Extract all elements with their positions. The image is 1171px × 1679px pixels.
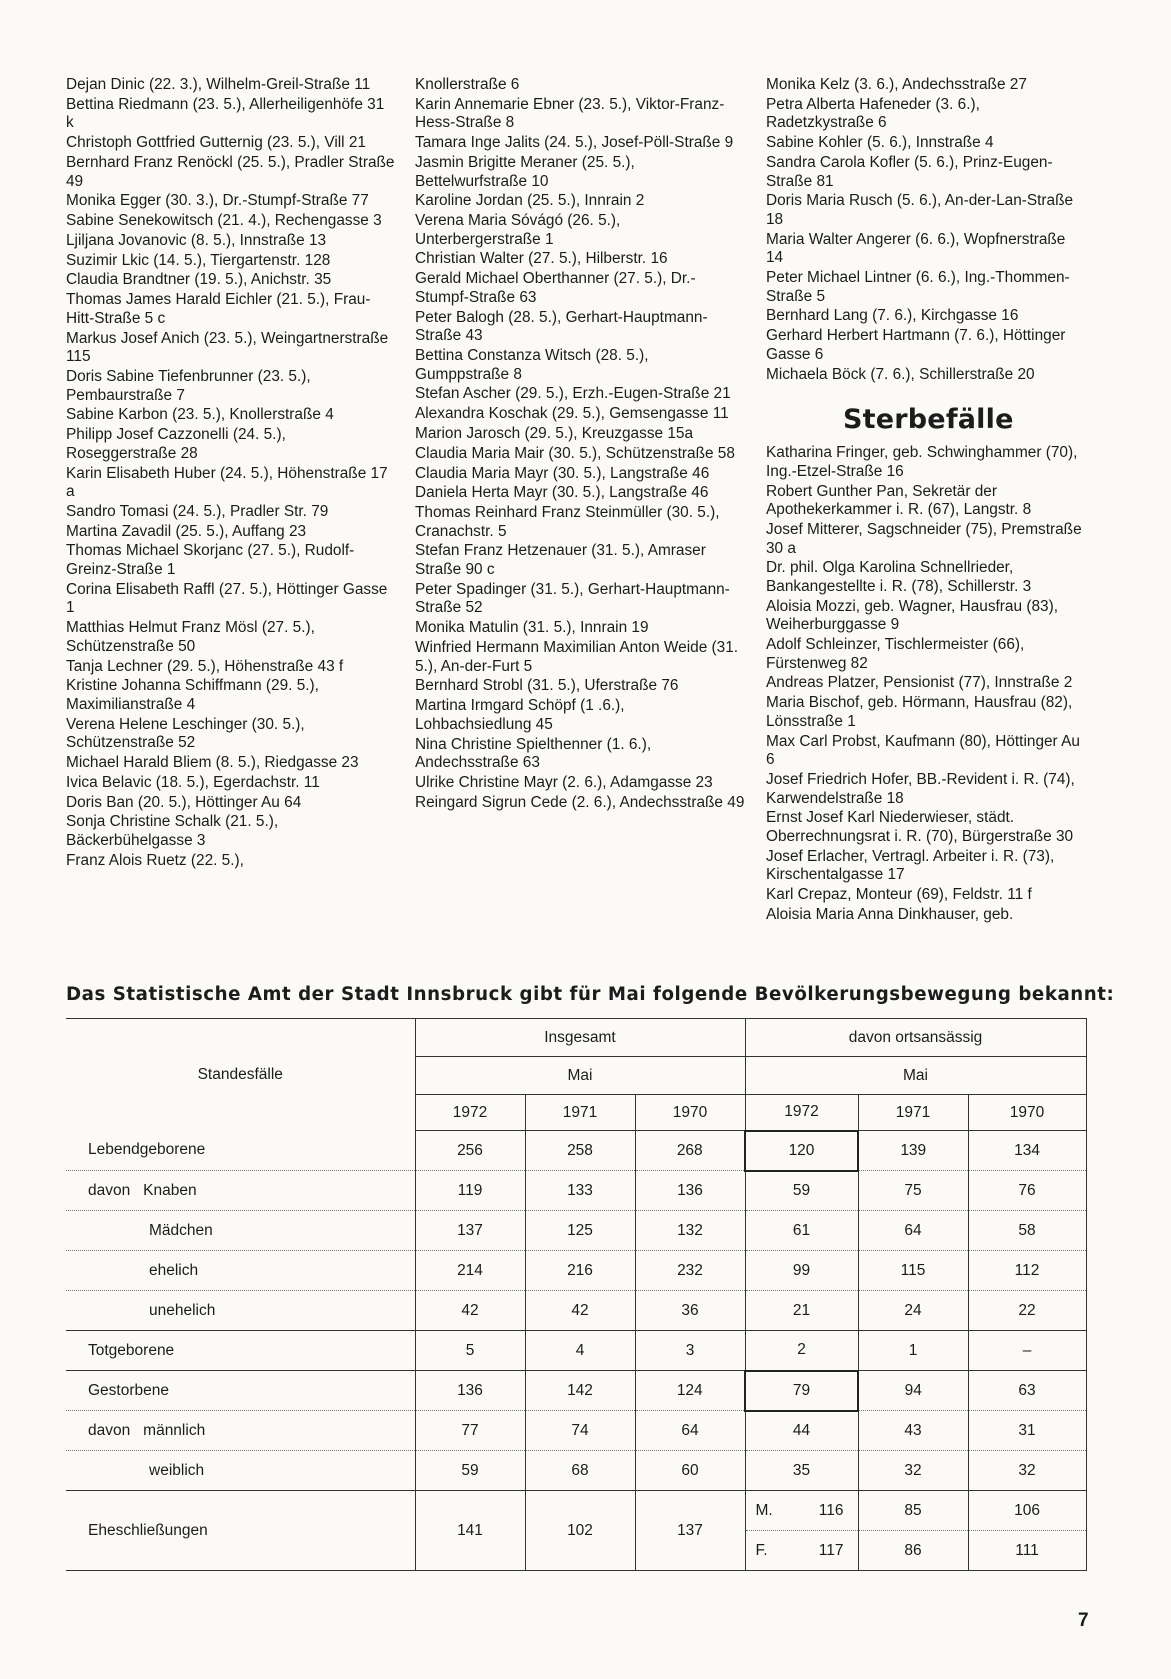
list-entry: Peter Michael Lintner (6. 6.), Ing.-Thommen-Straße 5 — [766, 269, 1070, 305]
cell: 31 — [968, 1411, 1086, 1451]
list-entry: Karl Crepaz, Monteur (69), Feldstr. 11 f — [766, 886, 1032, 904]
cell: 216 — [525, 1251, 635, 1291]
row-unehelich — [66, 1291, 1086, 1331]
row-gestorbene — [66, 1371, 1086, 1411]
cell: 85 — [858, 1491, 968, 1531]
cell: 44 — [745, 1411, 858, 1451]
list-entry: Bernhard Franz Renöckl (25. 5.), Pradler Straße 49 — [66, 153, 395, 190]
cell: 268 — [635, 1131, 745, 1171]
list-entry: Petra Alberta Hafeneder (3. 6.), Radetzkystraße 6 — [766, 95, 980, 132]
section-heading-sterbefaelle: Sterbefälle — [843, 404, 1014, 436]
births-continued — [766, 76, 1084, 384]
list-entry: Gerald Michael Oberthanner (27. 5.), Dr.-Stumpf-Straße 63 — [415, 270, 696, 306]
list-entry: Doris Ban (20. 5.), Höttinger Au 64 — [66, 793, 302, 811]
cell: 68 — [525, 1451, 635, 1491]
list-entry: Stefan Ascher (29. 5.), Erzh.-Eugen-Straße 21 — [415, 385, 731, 403]
column-3 — [766, 76, 1084, 926]
list-entry: Jasmin Brigitte Meraner (25. 5.), Bettelwurfstraße 10 — [415, 153, 635, 190]
list-entry: Robert Gunther Pan, Sekretär der Apothekerkammer i. R. (67), Langstr. 8 — [766, 482, 1032, 519]
cell: 64 — [858, 1211, 968, 1251]
statistics-table — [66, 1018, 1087, 1571]
list-entry: Karin Elisabeth Huber (24. 5.), Höhenstraße 17 a — [66, 464, 388, 501]
list-entry: Sabine Kohler (5. 6.), Innstraße 4 — [766, 134, 994, 152]
cell: 137 — [415, 1211, 525, 1251]
cell: – — [968, 1331, 1086, 1371]
list-entry: Sabine Karbon (23. 5.), Knollerstraße 4 — [66, 406, 334, 424]
row-label: Mädchen — [66, 1211, 415, 1251]
year-header: 1972 — [745, 1095, 858, 1131]
male-prefix: M. — [755, 1501, 773, 1519]
row-label: Lebendgeborene — [66, 1131, 415, 1171]
list-entry: Peter Spadinger (31. 5.), Gerhart-Hauptmann-Straße 52 — [415, 580, 730, 617]
cell: 132 — [635, 1211, 745, 1251]
cell: 36 — [635, 1291, 745, 1331]
list-entry: Maria Walter Angerer (6. 6.), Wopfnerstraße 14 — [766, 230, 1066, 267]
cell: 35 — [745, 1451, 858, 1491]
row-prefix: davon — [88, 1181, 131, 1199]
list-entry: Josef Friedrich Hofer, BB.-Revident i. R. (74), Karwendelstraße 18 — [766, 770, 1075, 807]
cell: 142 — [525, 1371, 635, 1411]
cell: 2 — [745, 1331, 858, 1371]
cell: 256 — [415, 1131, 525, 1171]
list-entry: Ljiljana Jovanovic (8. 5.), Innstraße 13 — [66, 231, 327, 249]
list-entry: Karoline Jordan (25. 5.), Innrain 2 — [415, 192, 645, 210]
row-knaben — [66, 1171, 1086, 1211]
list-entry: Kristine Johanna Schiffmann (29. 5.), Maximilianstraße 4 — [66, 677, 319, 713]
list-entry: Nina Christine Spielthenner (1. 6.), Andechsstraße 63 — [415, 735, 652, 772]
list-entry: Marion Jarosch (29. 5.), Kreuzgasse 15a — [415, 424, 694, 442]
list-entry: Bernhard Lang (7. 6.), Kirchgasse 16 — [766, 307, 1019, 325]
list-entry: Claudia Maria Mair (30. 5.), Schützenstraße 58 — [415, 444, 735, 462]
cell: 77 — [415, 1411, 525, 1451]
list-entry: Corina Elisabeth Raffl (27. 5.), Höttinger Gasse 1 — [66, 580, 388, 617]
header-month-local: Mai — [745, 1057, 1086, 1095]
cell-female — [745, 1531, 858, 1571]
cell: 111 — [968, 1531, 1086, 1571]
row-label: Gestorbene — [66, 1371, 415, 1411]
cell: 42 — [415, 1291, 525, 1331]
list-entry: Michaela Böck (7. 6.), Schillerstraße 20 — [766, 365, 1035, 383]
list-entry: Winfried Hermann Maximilian Anton Weide (31. 5.), An-der-Furt 5 — [415, 638, 739, 675]
row-label: unehelich — [66, 1291, 415, 1331]
list-entry: Maria Bischof, geb. Hörmann, Hausfrau (82), Lönsstraße 1 — [766, 694, 1073, 730]
row-label: Totgeborene — [66, 1331, 415, 1371]
list-entry: Alexandra Koschak (29. 5.), Gemsengasse 11 — [415, 405, 729, 423]
cell: 76 — [968, 1171, 1086, 1211]
list-entry: Andreas Platzer, Pensionist (77), Innstraße 2 — [766, 674, 1073, 692]
cell: 125 — [525, 1211, 635, 1251]
list-entry: Tanja Lechner (29. 5.), Höhenstraße 43 f — [66, 657, 344, 675]
list-entry: Martina Irmgard Schöpf (1 .6.), Lohbachsiedlung 45 — [415, 697, 625, 733]
row-weiblich — [66, 1451, 1086, 1491]
row-label-text: männlich — [143, 1421, 206, 1439]
list-entry: Peter Balogh (28. 5.), Gerhart-Hauptmann-Straße 43 — [415, 308, 708, 345]
cell: 102 — [525, 1491, 635, 1571]
cell: 61 — [745, 1211, 858, 1251]
row-ehelich — [66, 1251, 1086, 1291]
deaths-list — [766, 444, 1084, 924]
cell: 42 — [525, 1291, 635, 1331]
row-label — [66, 1171, 415, 1211]
list-entry: Suzimir Lkic (14. 5.), Tiergartenstr. 128 — [66, 251, 331, 269]
cell: 24 — [858, 1291, 968, 1331]
row-label: weiblich — [66, 1451, 415, 1491]
list-entry: Dejan Dinic (22. 3.), Wilhelm-Greil-Straße 11 — [66, 76, 371, 93]
list-entry: Monika Kelz (3. 6.), Andechsstraße 27 — [766, 76, 1027, 93]
page-number: 7 — [1078, 1610, 1089, 1631]
row-label: Eheschließungen — [66, 1491, 415, 1571]
cell-highlighted: 79 — [745, 1371, 858, 1411]
list-entry: Martina Zavadil (25. 5.), Auffang 23 — [66, 522, 307, 540]
cell: 99 — [745, 1251, 858, 1291]
list-entry: Tamara Inge Jalits (24. 5.), Josef-Pöll-Straße 9 — [415, 134, 734, 152]
cell: 32 — [858, 1451, 968, 1491]
cell: 214 — [415, 1251, 525, 1291]
list-entry: Max Carl Probst, Kaufmann (80), Höttinger Au 6 — [766, 732, 1080, 769]
list-entry: Philipp Josef Cazzonelli (24. 5.), Roseggerstraße 28 — [66, 426, 286, 462]
list-entry: Doris Sabine Tiefenbrunner (23. 5.), Pembaurstraße 7 — [66, 367, 311, 404]
list-entry: Knollerstraße 6 — [415, 76, 520, 93]
row-label — [66, 1411, 415, 1451]
cell: 59 — [415, 1451, 525, 1491]
list-entry: Christoph Gottfried Gutternig (23. 5.), Vill 21 — [66, 134, 366, 152]
row-label: ehelich — [66, 1251, 415, 1291]
list-entry: Bettina Constanza Witsch (28. 5.), Gumppstraße 8 — [415, 347, 649, 383]
cell: 137 — [635, 1491, 745, 1571]
list-entry: Josef Erlacher, Vertragl. Arbeiter i. R. (73), Kirschentalgasse 17 — [766, 847, 1055, 884]
list-entry: Thomas Michael Skorjanc (27. 5.), Rudolf-Greinz-Straße 1 — [66, 542, 355, 579]
cell: 134 — [968, 1131, 1086, 1171]
row-prefix: davon — [88, 1421, 131, 1439]
cell: 258 — [525, 1131, 635, 1171]
list-entry: Sandro Tomasi (24. 5.), Pradler Str. 79 — [66, 502, 329, 520]
row-lebendgeborene — [66, 1131, 1086, 1171]
male-value: 116 — [818, 1501, 844, 1519]
header-month-total: Mai — [415, 1057, 745, 1095]
female-prefix: F. — [755, 1541, 768, 1559]
list-entry: Michael Harald Bliem (8. 5.), Riedgasse 23 — [66, 754, 359, 772]
list-entry: Sonja Christine Schalk (21. 5.), Bäckerbühelgasse 3 — [66, 813, 279, 850]
cell: 60 — [635, 1451, 745, 1491]
header-standesfaelle: Standesfälle — [66, 1019, 415, 1131]
list-entry: Thomas Reinhard Franz Steinmüller (30. 5.), Cranachstr. 5 — [415, 504, 720, 540]
cell: 22 — [968, 1291, 1086, 1331]
list-entry: Aloisia Maria Anna Dinkhauser, geb. — [766, 905, 1014, 923]
cell: 58 — [968, 1211, 1086, 1251]
cell-male — [745, 1491, 858, 1531]
list-entry: Sandra Carola Kofler (5. 6.), Prinz-Eugen-Straße 81 — [766, 153, 1053, 190]
year-header: 1972 — [415, 1095, 525, 1131]
list-entry: Markus Josef Anich (23. 5.), Weingartnerstraße 115 — [66, 329, 389, 366]
cell: 119 — [415, 1171, 525, 1211]
year-header: 1971 — [858, 1095, 968, 1131]
cell: 59 — [745, 1171, 858, 1211]
list-entry: Aloisia Mozzi, geb. Wagner, Hausfrau (83), Weiherburggasse 9 — [766, 597, 1058, 634]
cell: 112 — [968, 1251, 1086, 1291]
header-ortsansaessig: davon ortsansässig — [745, 1019, 1086, 1057]
statistics-heading: Das Statistische Amt der Stadt Innsbruck gibt für Mai folgende Bevölkerungsbewegung bekannt: — [66, 984, 1115, 1005]
cell: 136 — [635, 1171, 745, 1211]
cell: 75 — [858, 1171, 968, 1211]
row-maennlich — [66, 1411, 1086, 1451]
row-label-text: Knaben — [143, 1181, 197, 1199]
list-entry: Sabine Senekowitsch (21. 4.), Rechengasse 3 — [66, 212, 382, 230]
list-entry: Josef Mitterer, Sagschneider (75), Premstraße 30 a — [766, 520, 1082, 557]
list-entry: Gerhard Herbert Hartmann (7. 6.), Höttinger Gasse 6 — [766, 327, 1066, 363]
list-entry: Stefan Franz Hetzenauer (31. 5.), Amraser Straße 90 c — [415, 542, 706, 579]
list-entry: Monika Matulin (31. 5.), Innrain 19 — [415, 619, 649, 637]
list-entry: Ivica Belavic (18. 5.), Egerdachstr. 11 — [66, 773, 320, 791]
list-entry: Verena Maria Sóvágó (26. 5.), Unterbergerstraße 1 — [415, 212, 621, 248]
cell: 5 — [415, 1331, 525, 1371]
list-entry: Monika Egger (30. 3.), Dr.-Stumpf-Straße 77 — [66, 192, 369, 210]
cell: 141 — [415, 1491, 525, 1571]
row-maedchen — [66, 1211, 1086, 1251]
cell: 4 — [525, 1331, 635, 1371]
year-header: 1970 — [635, 1095, 745, 1131]
list-entry: Claudia Maria Mayr (30. 5.), Langstraße 46 — [415, 464, 710, 482]
row-totgeborene — [66, 1331, 1086, 1371]
row-eheschliessungen-m — [66, 1491, 1086, 1531]
cell: 139 — [858, 1131, 968, 1171]
list-entry: Christian Walter (27. 5.), Hilberstr. 16 — [415, 250, 668, 268]
cell: 124 — [635, 1371, 745, 1411]
column-2 — [415, 76, 745, 813]
cell: 63 — [968, 1371, 1086, 1411]
list-entry: Claudia Brandtner (19. 5.), Anichstr. 35 — [66, 271, 332, 289]
cell: 136 — [415, 1371, 525, 1411]
cell: 64 — [635, 1411, 745, 1451]
list-entry: Dr. phil. Olga Karolina Schnellrieder, Bankangestellte i. R. (78), Schillerstr. 3 — [766, 559, 1032, 595]
cell: 106 — [968, 1491, 1086, 1531]
cell: 232 — [635, 1251, 745, 1291]
female-value: 117 — [818, 1541, 844, 1559]
list-entry: Bettina Riedmann (23. 5.), Allerheiligenhöfe 31 k — [66, 95, 385, 132]
list-entry: Daniela Herta Mayr (30. 5.), Langstraße 46 — [415, 484, 709, 502]
header-insgesamt: Insgesamt — [415, 1019, 745, 1057]
cell: 43 — [858, 1411, 968, 1451]
list-entry: Ulrike Christine Mayr (2. 6.), Adamgasse 23 — [415, 773, 713, 791]
list-entry: Matthias Helmut Franz Mösl (27. 5.), Schützenstraße 50 — [66, 619, 315, 655]
cell: 1 — [858, 1331, 968, 1371]
list-entry: Ernst Josef Karl Niederwieser, städt. Oberrechnungsrat i. R. (70), Bürgerstraße 30 — [766, 809, 1074, 845]
list-entry: Adolf Schleinzer, Tischlermeister (66), Fürstenweg 82 — [766, 636, 1025, 672]
year-header: 1971 — [525, 1095, 635, 1131]
list-entry: Katharina Fringer, geb. Schwinghammer (70), Ing.-Etzel-Straße 16 — [766, 444, 1078, 480]
column-1 — [66, 76, 396, 872]
list-entry: Reingard Sigrun Cede (2. 6.), Andechsstraße 49 — [415, 793, 745, 811]
list-entry: Doris Maria Rusch (5. 6.), An-der-Lan-Straße 18 — [766, 192, 1074, 228]
cell: 74 — [525, 1411, 635, 1451]
cell: 94 — [858, 1371, 968, 1411]
cell: 32 — [968, 1451, 1086, 1491]
list-entry: Verena Helene Leschinger (30. 5.), Schützenstraße 52 — [66, 715, 305, 752]
cell: 3 — [635, 1331, 745, 1371]
cell: 21 — [745, 1291, 858, 1331]
cell: 86 — [858, 1531, 968, 1571]
cell: 133 — [525, 1171, 635, 1211]
list-entry: Bernhard Strobl (31. 5.), Uferstraße 76 — [415, 677, 679, 695]
cell: 115 — [858, 1251, 968, 1291]
list-entry: Karin Annemarie Ebner (23. 5.), Viktor-Franz-Hess-Straße 8 — [415, 95, 725, 132]
cell-highlighted: 120 — [745, 1131, 858, 1171]
list-entry: Thomas James Harald Eichler (21. 5.), Frau-Hitt-Straße 5 c — [66, 291, 371, 327]
year-header: 1970 — [968, 1095, 1086, 1131]
list-entry: Franz Alois Ruetz (22. 5.), — [66, 851, 244, 869]
